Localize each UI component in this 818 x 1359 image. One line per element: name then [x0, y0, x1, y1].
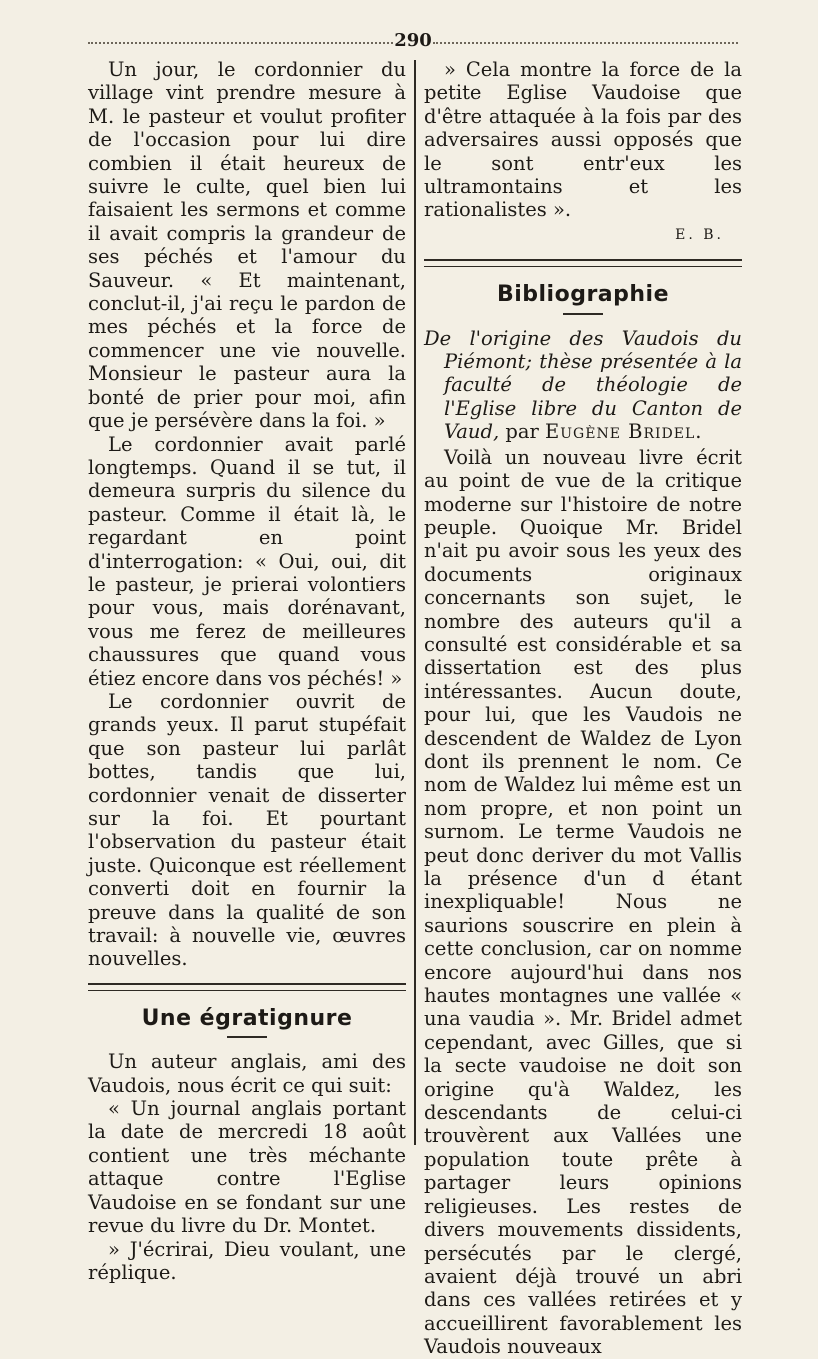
title-dash	[563, 313, 603, 315]
header-rule-left	[88, 42, 393, 44]
paragraph-moral: Le cordonnier ouvrit de grands yeux. Il parut stupéfait que son pasteur lui parlât bottes, tandis que lui, cordonnier venait de disserter sur la foi. Et pourtant l'observation du pasteur était juste. Quiconque est réellement converti doit en fournir la preuve dans la qualité de son travail: à nouvelle vie, œuvres nouvelles.	[88, 689, 406, 971]
page-header	[88, 30, 738, 52]
page-number: 290	[394, 30, 432, 51]
title-dash	[227, 1036, 267, 1038]
right-column	[424, 58, 742, 1359]
section-separator	[88, 983, 406, 991]
paragraph-pastor-reply: Le cordonnier avait parlé longtemps. Quand il se tut, il demeura surpris du silence du pasteur. Comme il était là, le regardant en point d'interrogation: « Oui, oui, dit le pasteur, je prierai volontiers pour vous, mais dorénavant, vous me ferez de meilleures chaussures que quand vous étiez encore dans vos péchés! »	[88, 432, 406, 690]
book-reference	[424, 327, 742, 444]
book-author: Eugène Bridel.	[545, 420, 703, 444]
section-title-egratignure: Une égratignure	[141, 1005, 353, 1031]
section-title-bibliographie: Bibliographie	[496, 282, 670, 308]
paragraph-continuation: » Cela montre la force de la petite Eglise Vaudoise que d'être attaquée à la fois par des adversaires aussi opposés que le sont entr'eux les ultramontains et les rationalistes ».	[424, 58, 742, 222]
header-rule-right	[433, 42, 738, 44]
book-by: par	[505, 420, 539, 444]
paragraph-english-author: Un auteur anglais, ami des Vaudois, nous écrit ce qui suit:	[88, 1050, 406, 1097]
book-title: De l'origine des Vaudois du Piémont; thèse présentée à la faculté de théologie de l'Eglise libre du Canton de Vaud,	[424, 326, 742, 444]
paragraph-review: Voilà un nouveau livre écrit au point de vue de la critique moderne sur l'histoire de notre peuple. Quoique Mr. Bridel n'ait pu avoir sous les yeux des documents originaux concernants son sujet, le nombre des auteurs qu'il a consulté est considérable et sa dissertation est des plus intéressantes. Aucun doute, pour lui, que les Vaudois ne descendent de Waldez de Lyon dont ils prennent le nom. Ce nom de Waldez lui même est un nom propre, et non point un surnom. Le terme Vaudois ne peut donc deriver du mot Vallis la présence d'un d étant inexpliquable! Nous ne saurions souscrire en plein à cette conclusion, car on nomme encore aujourd'hui dans nos hautes montagnes une vallée « una vaudia ». Mr. Bridel admet cependant, avec Gilles, que si la secte vaudoise ne doit son origine qu'à Waldez, les descendants de celui-ci trouvèrent aux Vallées une population toute prête à partager leurs opinions religieuses. Les restes de divers mouvements dissidents, persécutés par le clergé, avaient déjà trouvé un abri dans ces vallées retirées et y accueillirent favorablement les Vaudois nouveaux	[424, 445, 742, 1359]
paragraph-shoemaker-visit: Un jour, le cordonnier du village vint prendre mesure à M. le pasteur et voulut profiter de l'occasion pour lui dire combien il était heureux de suivre le culte, quel bien lui faisaient les sermons et comme il avait compris la grandeur de ses péchés et l'amour du Sauveur. « Et maintenant, conclut-il, j'ai reçu le pardon de mes péchés et la force de commencer une vie nouvelle. Monsieur le pasteur aura la bonté de prier pour moi, afin que je persévère dans la foi. »	[88, 58, 406, 433]
paragraph-journal-attack: « Un journal anglais portant la date de mercredi 18 août contient une très méchante attaque contre l'Eglise Vaudoise en se fondant sur une revue du livre du Dr. Montet.	[88, 1097, 406, 1238]
column-divider	[414, 60, 416, 1145]
section-separator	[424, 259, 742, 267]
paragraph-reply: » J'écrirai, Dieu voulant, une réplique.	[88, 1237, 406, 1284]
left-column	[88, 58, 406, 1284]
signature: E. B.	[675, 226, 724, 243]
